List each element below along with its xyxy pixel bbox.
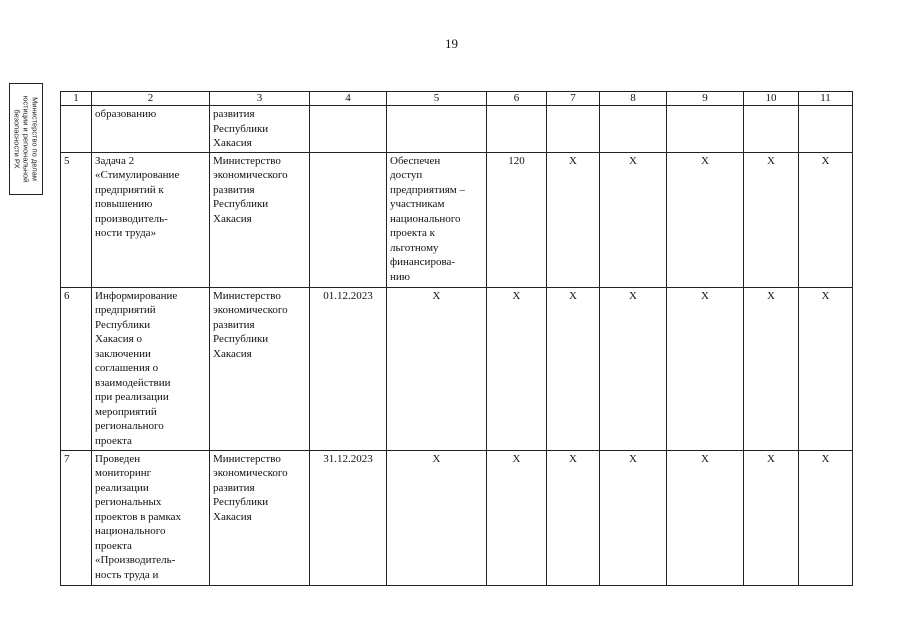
column-header: 1 [61, 92, 92, 106]
value-cell [487, 106, 547, 153]
column-header: 11 [799, 92, 853, 106]
responsible-cell: Министерство экономического развития Республики Хакасия [210, 450, 310, 585]
task-cell: Задача 2 «Стимулирование предприятий к повышению производитель- ности труда» [92, 152, 210, 287]
value-cell: X [547, 287, 600, 450]
column-header: 9 [667, 92, 744, 106]
value-cell [667, 106, 744, 153]
date-cell [310, 106, 387, 153]
date-cell: 01.12.2023 [310, 287, 387, 450]
row-number-cell: 7 [61, 450, 92, 585]
task-cell: образованию [92, 106, 210, 153]
column-header: 2 [92, 92, 210, 106]
result-cell: Обеспечен доступ предприятиям – участникам национального проекта к льготному финансирова- нию [387, 152, 487, 287]
value-cell: 120 [487, 152, 547, 287]
value-cell: X [744, 152, 799, 287]
value-cell [744, 106, 799, 153]
table-row [61, 152, 853, 287]
table-row [61, 450, 853, 585]
value-cell [799, 106, 853, 153]
value-cell: X [744, 450, 799, 585]
value-cell: X [744, 287, 799, 450]
column-header: 3 [210, 92, 310, 106]
value-cell: X [667, 450, 744, 585]
responsible-cell: Министерство экономического развития Республики Хакасия [210, 287, 310, 450]
column-header: 5 [387, 92, 487, 106]
value-cell: X [799, 287, 853, 450]
task-cell: Информирование предприятий Республики Хакасия о заключении соглашения о взаимодействии при реализации мероприятий регионального проекта [92, 287, 210, 450]
column-header: 7 [547, 92, 600, 106]
value-cell: X [547, 450, 600, 585]
date-cell: 31.12.2023 [310, 450, 387, 585]
task-cell: Проведен мониторинг реализации региональных проектов в рамках национального проекта «Производитель- ность труда и [92, 450, 210, 585]
column-header: 4 [310, 92, 387, 106]
value-cell [600, 106, 667, 153]
value-cell: X [547, 152, 600, 287]
page-number: 19 [445, 36, 458, 51]
column-numbers-row [61, 92, 853, 106]
column-header: 8 [600, 92, 667, 106]
date-cell [310, 152, 387, 287]
value-cell [547, 106, 600, 153]
plan-table [60, 91, 853, 586]
result-cell: X [387, 287, 487, 450]
stamp-text: Министерство по делам юстиции и региональной безопасности РХ [12, 95, 40, 183]
column-header: 6 [487, 92, 547, 106]
value-cell: X [799, 450, 853, 585]
value-cell: X [600, 450, 667, 585]
row-number-cell: 6 [61, 287, 92, 450]
result-cell: X [387, 450, 487, 585]
table-row [61, 106, 853, 153]
value-cell: X [487, 450, 547, 585]
value-cell: X [667, 152, 744, 287]
value-cell: X [600, 152, 667, 287]
responsible-cell: развития Республики Хакасия [210, 106, 310, 153]
column-header: 10 [744, 92, 799, 106]
value-cell: X [600, 287, 667, 450]
responsible-cell: Министерство экономического развития Республики Хакасия [210, 152, 310, 287]
row-number-cell [61, 106, 92, 153]
registration-stamp [9, 83, 43, 195]
table-row [61, 287, 853, 450]
value-cell: X [799, 152, 853, 287]
value-cell: X [487, 287, 547, 450]
value-cell: X [667, 287, 744, 450]
result-cell [387, 106, 487, 153]
row-number-cell: 5 [61, 152, 92, 287]
